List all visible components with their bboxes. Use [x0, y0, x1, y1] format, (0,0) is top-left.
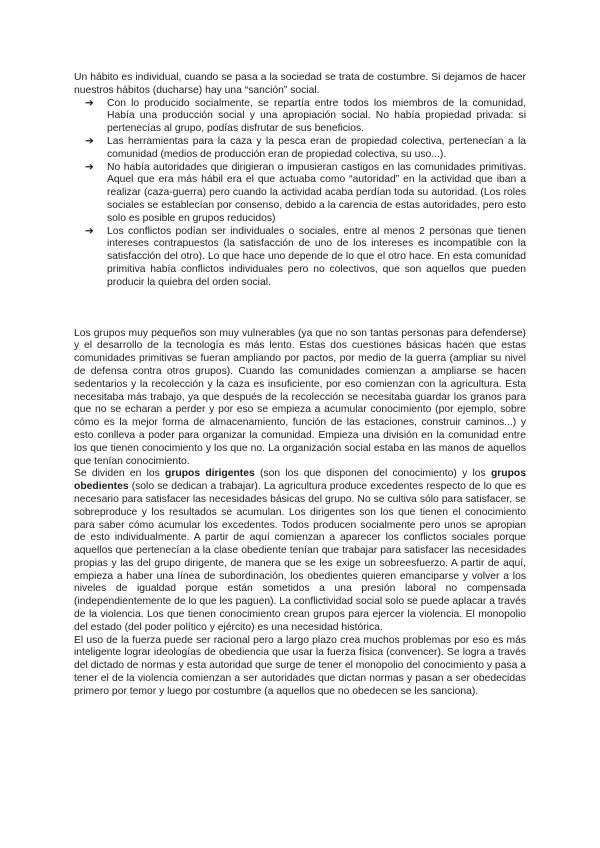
- list-item: [85, 97, 526, 136]
- term-grupos-obedientes: grupos obedientes: [74, 468, 527, 493]
- bullet-list: [74, 98, 526, 290]
- paragraph-groups: Los grupos muy pequeños son muy vulnerables (ya que no son tantas personas para defenderse) y el desarrollo de la tecnología es más lento. Estas dos cuestiones básicas hacen que estas comunidades primitivas se fueran ampliando por pactos, por medio de la guerra (ampliar su nivel de defensa contra otros grupos). Cuando las comunidades comienzan a ampliarse se hacen sedentarios y la recolección y la caza es insuficiente, por eso comienzan con la agricultura. Esta necesitaba más trabajo, ya que después de la recolección se necesitaba guardar los granos para que no se echaran a perder y por eso se empieza a acumular conocimiento (por ejemplo, sobre cómo es la mejor forma de almacenamiento, función de las estaciones, construir caminos...) y esto conlleva a poder para organizar la comunidad. Empieza una división en la comunidad entre los que tienen conocimiento y los que no. La organización social estaba en las manos de aquellos que tenían conocimiento.: [74, 327, 526, 467]
- section-gap: [74, 290, 526, 328]
- paragraph-text: (son los que disponen del conocimiento) y los: [254, 468, 491, 480]
- document-page: [74, 72, 526, 699]
- list-item-text: No había autoridades que dirigieran o impusieran castigos en las comunidades primitivas. Aquel que era más hábil era el que actuaba como “autoridad” en la actividad que iban a realizar (caza-guerra) pero cuando la actividad acaba perdían toda su autoridad. (Los roles sociales se establecían por consenso, debido a la carencia de estas autoridades, pero esto solo es posible en grupos reducidos): [107, 161, 526, 224]
- arrow-bullet-icon: ➔: [85, 135, 94, 147]
- list-item: [85, 161, 526, 226]
- paragraph-force: El uso de la fuerza puede ser racional pero a largo plazo crea muchos problemas por eso es más inteligente lograr ideologías de obediencia que usar la fuerza física (convencer). Se logra a través del dictado de normas y esta autoridad que surge de tener el monopolio del conocimiento y pasa a tener el de la violencia comienzan a ser autoridades que dictan normas y pasan a ser obedecidas primero por temor y luego por costumbre (a aquellos que no obedecen se les sanciona).: [74, 634, 526, 697]
- paragraph-text: (solo se dedican a trabajar). La agricultura produce excedentes respecto de lo que es necesario para satisfacer las necesidades básicas del grupo. No se cultiva sólo para satisfacer, se sobreproduce y los resultados se acumulan. Los dirigentes son los que tienen el conocimiento para saber cómo acumular los excedentes. Todos producen socialmente pero unos se apropian de esto individualmente. A partir de aquí comienzan a aparecer los conflictos sociales porque aquellos que pertenecían a la clase obediente tenían que trabajar para satisfacer las necesidades propias y las del grupo dirigente, de manera que se les exige un sobreesfuerzo. A partir de aquí, empieza a haber una línea de subordinación, los obedientes quieren emanciparse y volver a los niveles de igualdad porque están sometidos a una presión laboral no compensada (independientemente de lo que les paguen). La conflictividad social solo se puede aplacar a través de la violencia. Los que tienen conocimiento crean grupos para ejercer la violencia. El monopolio del estado (del poder político y ejército) es una necesidad histórica.: [74, 481, 526, 633]
- list-item: [85, 135, 526, 162]
- term-grupos-dirigentes: grupos dirigentes: [165, 468, 255, 480]
- paragraph-division: [74, 468, 526, 634]
- arrow-bullet-icon: ➔: [85, 161, 94, 173]
- arrow-bullet-icon: ➔: [85, 225, 94, 237]
- list-item: [85, 225, 526, 290]
- intro-paragraph: Un hábito es individual, cuando se pasa a la sociedad se trata de costumbre. Si dejamos de hacer nuestros hábitos (ducharse) hay una “sanción” social.: [74, 72, 526, 96]
- list-item-text: Los conflictos podían ser individuales o sociales, entre al menos 2 personas que tienen intereses contrapuestos (la satisfacción de uno de los intereses es incompatible con la satisfacción del otro). Lo que hace uno depende de lo que el otro hace. En esta comunidad primitiva había conflictos individuales pero no colectivos, que son aquellos que pueden producir la quiebra del orden social.: [107, 225, 526, 288]
- paragraph-text: Se dividen en los: [74, 468, 166, 480]
- list-item-text: Con lo producido socialmente, se repartía entre todos los miembros de la comunidad, Había una producción social y una apropiación social. No había propiedad privada: si pertenecías al grupo, podías disfrutar de sus beneficios.: [107, 97, 526, 135]
- list-item-text: Las herramientas para la caza y la pesca eran de propiedad colectiva, pertenecían a la comunidad (medios de producción eran de propiedad colectiva, su uso...).: [107, 135, 526, 160]
- arrow-bullet-icon: ➔: [85, 97, 94, 109]
